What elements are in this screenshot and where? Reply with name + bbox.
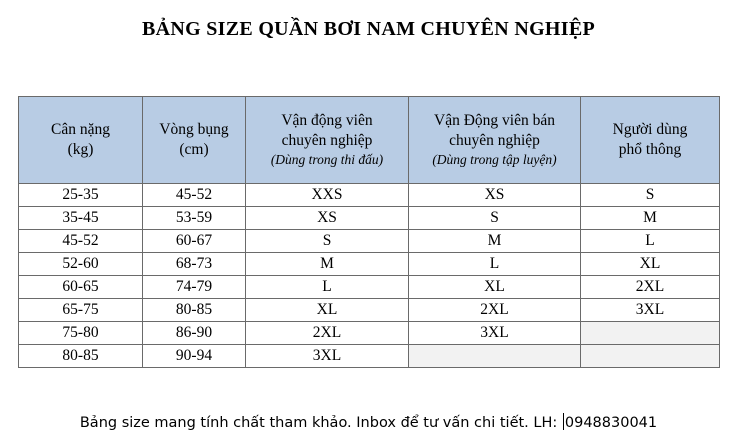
footer-text: Bảng size mang tính chất tham khảo. Inbox để tư vấn chi tiết. LH: xyxy=(79,415,562,431)
table-row xyxy=(19,253,720,276)
table-cell xyxy=(581,345,720,368)
header-weight: Cân nặng (kg) xyxy=(19,97,143,184)
footer-phone: 0948830041 xyxy=(564,415,658,431)
header-pro-note: (Dùng trong thi đấu) xyxy=(270,152,384,167)
table-cell: S xyxy=(409,207,581,230)
table-row xyxy=(19,207,720,230)
table-cell: S xyxy=(246,230,409,253)
table-cell: XL xyxy=(246,299,409,322)
table-cell: XS xyxy=(246,207,409,230)
header-general-user: Người dùng phổ thông xyxy=(581,97,720,184)
page-title: BẢNG SIZE QUẦN BƠI NAM CHUYÊN NGHIỆP xyxy=(141,18,596,40)
table-row xyxy=(19,230,720,253)
text-cursor xyxy=(563,413,564,430)
table-cell: 3XL xyxy=(581,299,720,322)
table-cell: L xyxy=(409,253,581,276)
table-row xyxy=(19,299,720,322)
size-table xyxy=(18,96,720,368)
table-cell: 68-73 xyxy=(143,253,246,276)
header-semi-pro-athlete: Vận Động viên bán chuyên nghiệp (Dùng trong tập luyện) xyxy=(409,97,581,184)
table-cell: M xyxy=(409,230,581,253)
table-row xyxy=(19,184,720,207)
table-cell: 60-65 xyxy=(19,276,143,299)
table-cell: L xyxy=(246,276,409,299)
table-cell: 80-85 xyxy=(19,345,143,368)
table-cell: 75-80 xyxy=(19,322,143,345)
table-cell: XL xyxy=(409,276,581,299)
table-cell: 53-59 xyxy=(143,207,246,230)
table-cell: XXS xyxy=(246,184,409,207)
table-cell: 60-67 xyxy=(143,230,246,253)
table-cell: 2XL xyxy=(409,299,581,322)
table-cell: 3XL xyxy=(246,345,409,368)
table-cell: 25-35 xyxy=(19,184,143,207)
table-cell: 45-52 xyxy=(19,230,143,253)
table-cell: M xyxy=(246,253,409,276)
header-row xyxy=(19,97,720,184)
table-cell: 86-90 xyxy=(143,322,246,345)
table-cell: S xyxy=(581,184,720,207)
table-cell: 35-45 xyxy=(19,207,143,230)
header-pro-athlete: Vận động viên chuyên nghiệp (Dùng trong thi đấu) xyxy=(246,97,409,184)
table-cell xyxy=(581,322,720,345)
header-waist: Vòng bụng (cm) xyxy=(143,97,246,184)
table-cell: 2XL xyxy=(581,276,720,299)
table-cell: XS xyxy=(409,184,581,207)
table-cell: L xyxy=(581,230,720,253)
table-row xyxy=(19,276,720,299)
footer-note xyxy=(0,413,737,431)
table-cell: 45-52 xyxy=(143,184,246,207)
table-cell: XL xyxy=(581,253,720,276)
table-cell: 52-60 xyxy=(19,253,143,276)
table-cell xyxy=(409,345,581,368)
header-semi-pro-note: (Dùng trong tập luyện) xyxy=(432,152,557,167)
table-row xyxy=(19,345,720,368)
table-cell: M xyxy=(581,207,720,230)
table-cell: 74-79 xyxy=(143,276,246,299)
table-cell: 65-75 xyxy=(19,299,143,322)
table-cell: 90-94 xyxy=(143,345,246,368)
table-row xyxy=(19,322,720,345)
table-cell: 2XL xyxy=(246,322,409,345)
table-cell: 80-85 xyxy=(143,299,246,322)
table-cell: 3XL xyxy=(409,322,581,345)
